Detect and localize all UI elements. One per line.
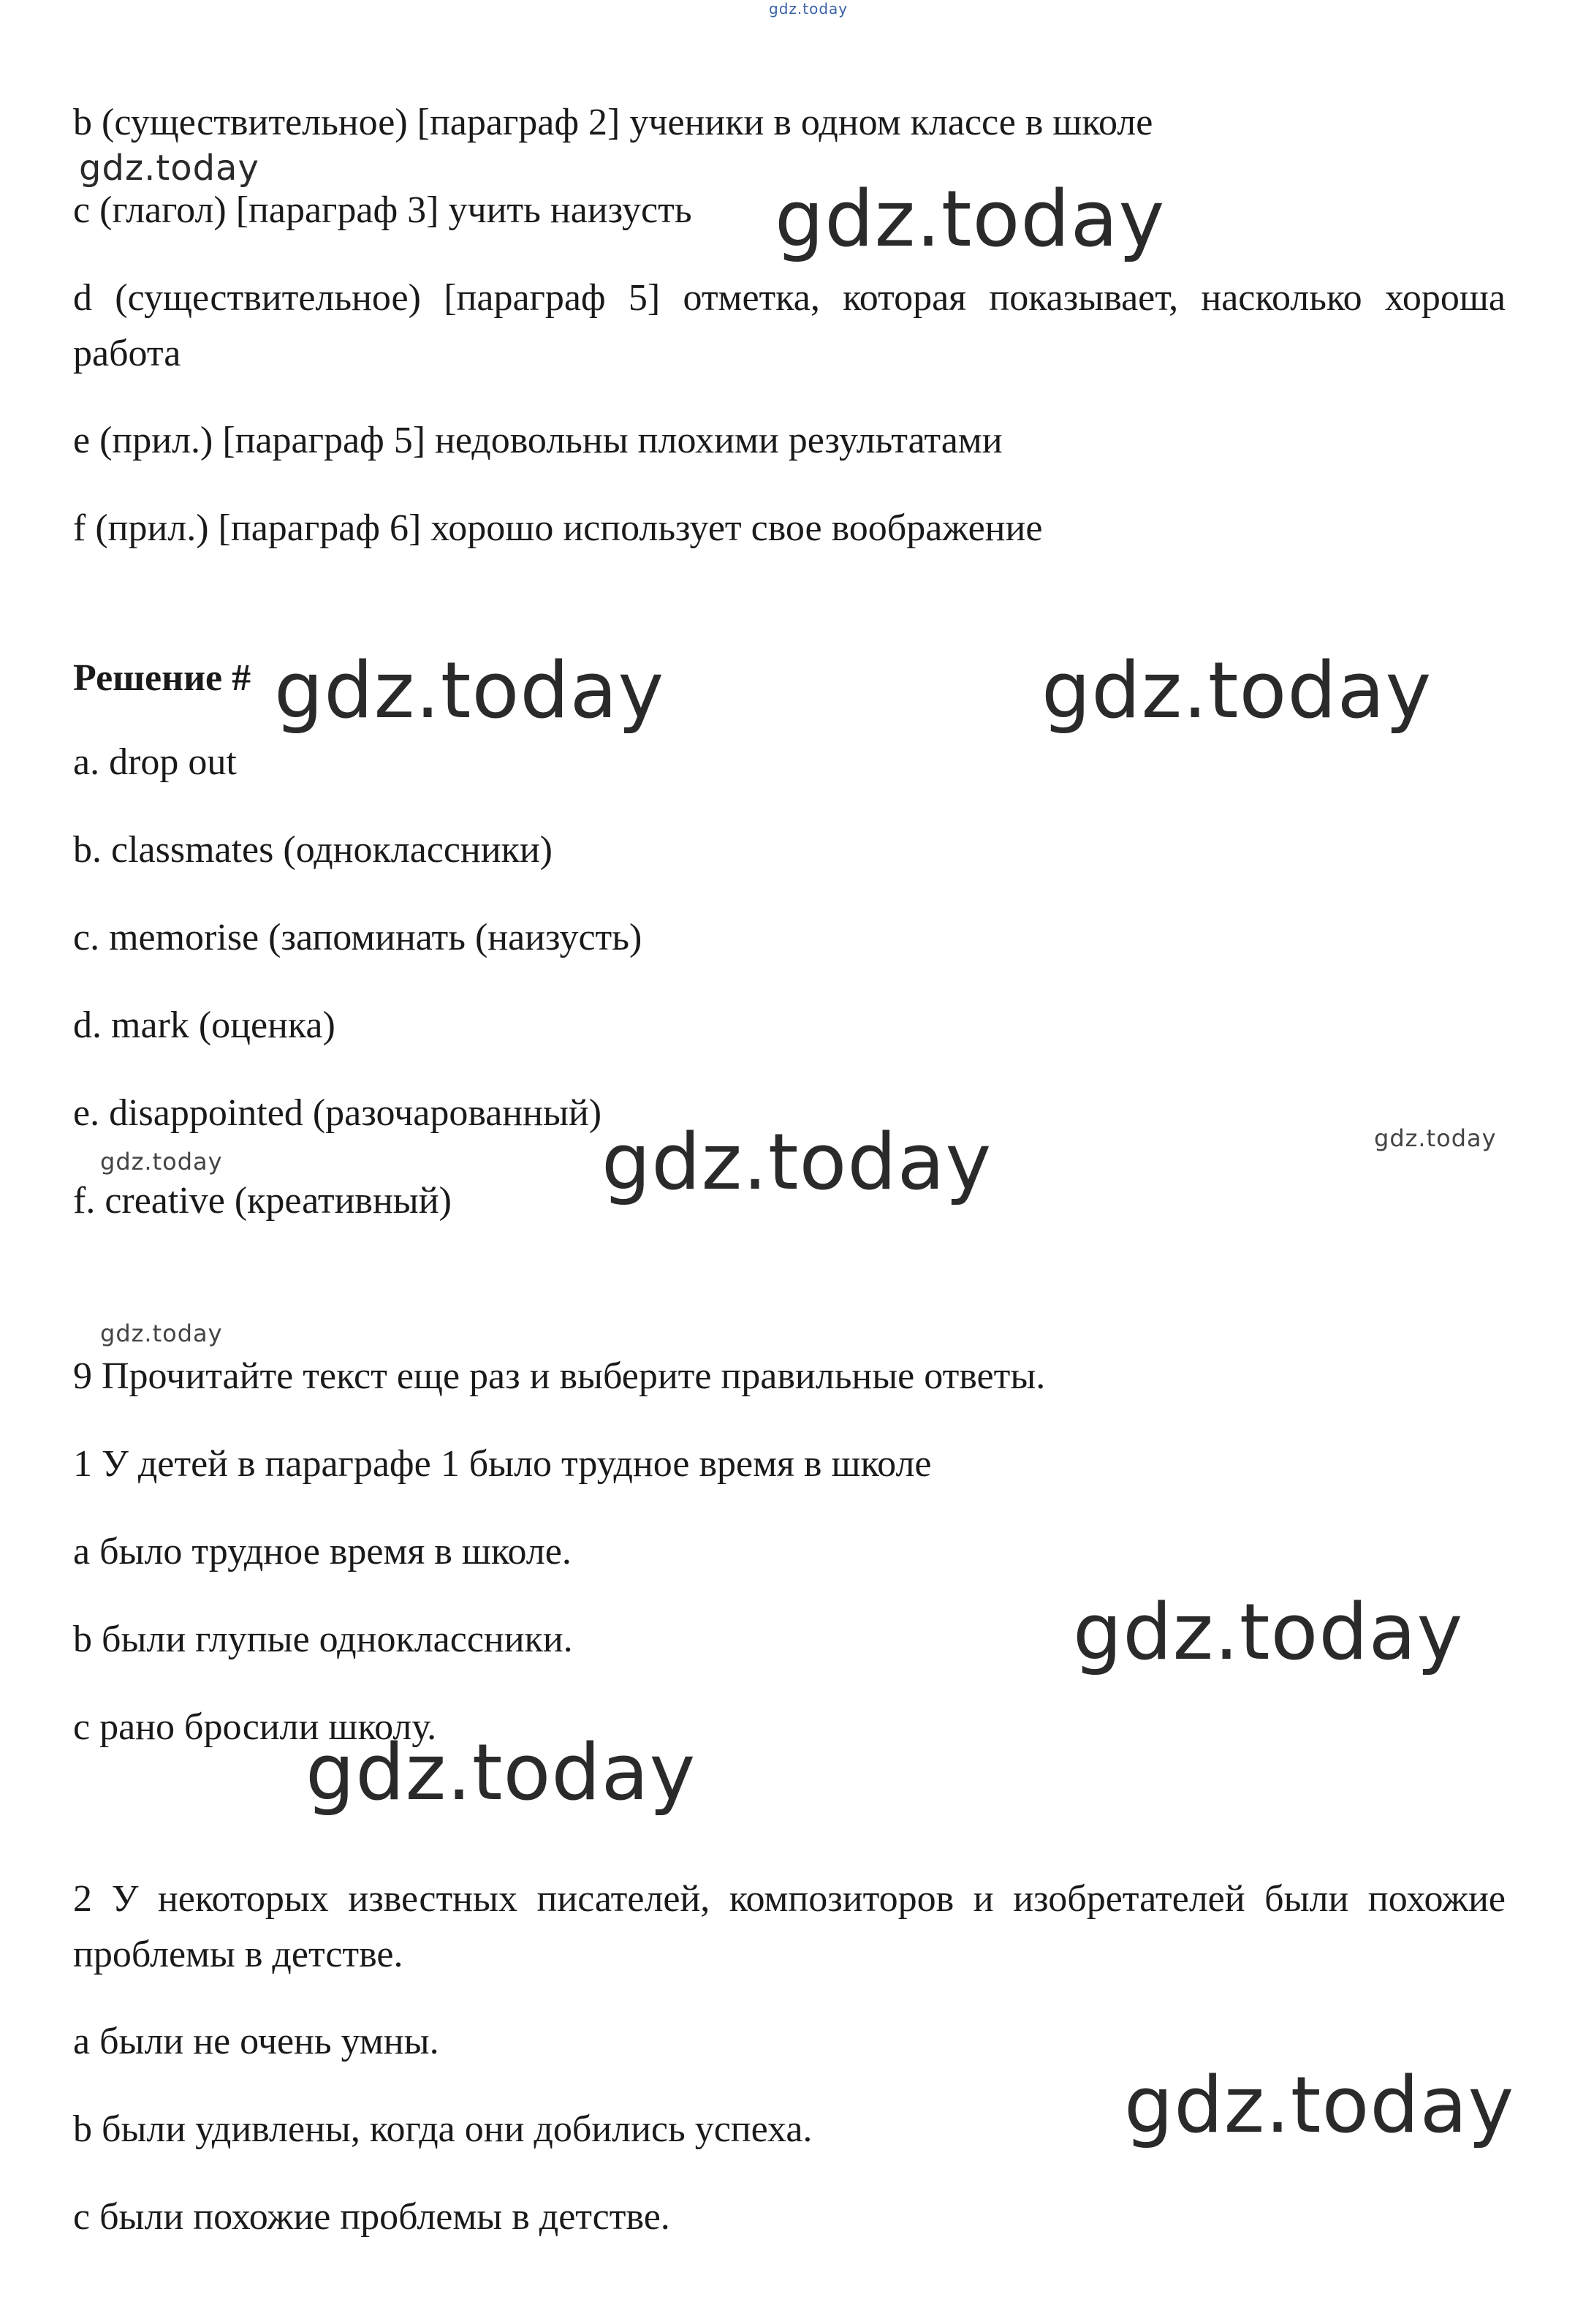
- answer-d: d. mark (оценка): [73, 1004, 335, 1046]
- question-1-stem: 1 У детей в параграфе 1 было трудное время в школе: [73, 1443, 932, 1485]
- question-2-option-c: c были похожие проблемы в детстве.: [73, 2196, 670, 2238]
- watermark: gdz.today: [1124, 2060, 1515, 2150]
- watermark: gdz.today: [305, 1727, 697, 1817]
- watermark: gdz.today: [100, 1320, 223, 1347]
- answer-b: b. classmates (одноклассники): [73, 829, 553, 871]
- question-2-stem: 2 У некоторых известных писателей, композиторов и изобретателей были похожие проблемы в детстве.: [73, 1878, 1506, 1975]
- definition-c: c (глагол) [параграф 3] учить наизусть: [73, 189, 692, 231]
- watermark: gdz.today: [1073, 1587, 1464, 1677]
- answer-a: a. drop out: [73, 741, 237, 783]
- watermark: gdz.today: [274, 646, 665, 735]
- watermark: gdz.today: [775, 174, 1166, 264]
- solution-heading: Решение #: [73, 657, 251, 699]
- watermark: gdz.today: [1041, 646, 1432, 735]
- task9-instruction: 9 Прочитайте текст еще раз и выберите правильные ответы.: [73, 1355, 1046, 1397]
- question-2-option-a: a были не очень умны.: [73, 2021, 439, 2062]
- question-1-option-a: a было трудное время в школе.: [73, 1531, 572, 1572]
- definition-e: e (прил.) [параграф 5] недовольны плохими результатами: [73, 420, 1003, 461]
- watermark: gdz.today: [601, 1117, 993, 1207]
- watermark: gdz.today: [79, 148, 259, 189]
- answer-e: e. disappointed (разочарованный): [73, 1092, 602, 1134]
- definition-d: d (существительное) [параграф 5] отметка, которая показывает, насколько хороша работа: [73, 277, 1506, 374]
- question-2-option-b: b были удивлены, когда они добились успеха.: [73, 2108, 813, 2150]
- question-1-option-b: b были глупые одноклассники.: [73, 1619, 573, 1660]
- answer-f: f. creative (креативный): [73, 1180, 452, 1222]
- watermark: gdz.today: [769, 0, 849, 18]
- answer-c: c. memorise (запоминать (наизусть): [73, 917, 642, 958]
- question-1-option-c: c рано бросили школу.: [73, 1706, 437, 1748]
- definition-b: b (существительное) [параграф 2] ученики в одном классе в школе: [73, 102, 1153, 143]
- definition-f: f (прил.) [параграф 6] хорошо использует свое воображение: [73, 507, 1043, 549]
- watermark: gdz.today: [1374, 1124, 1497, 1152]
- watermark: gdz.today: [100, 1148, 223, 1176]
